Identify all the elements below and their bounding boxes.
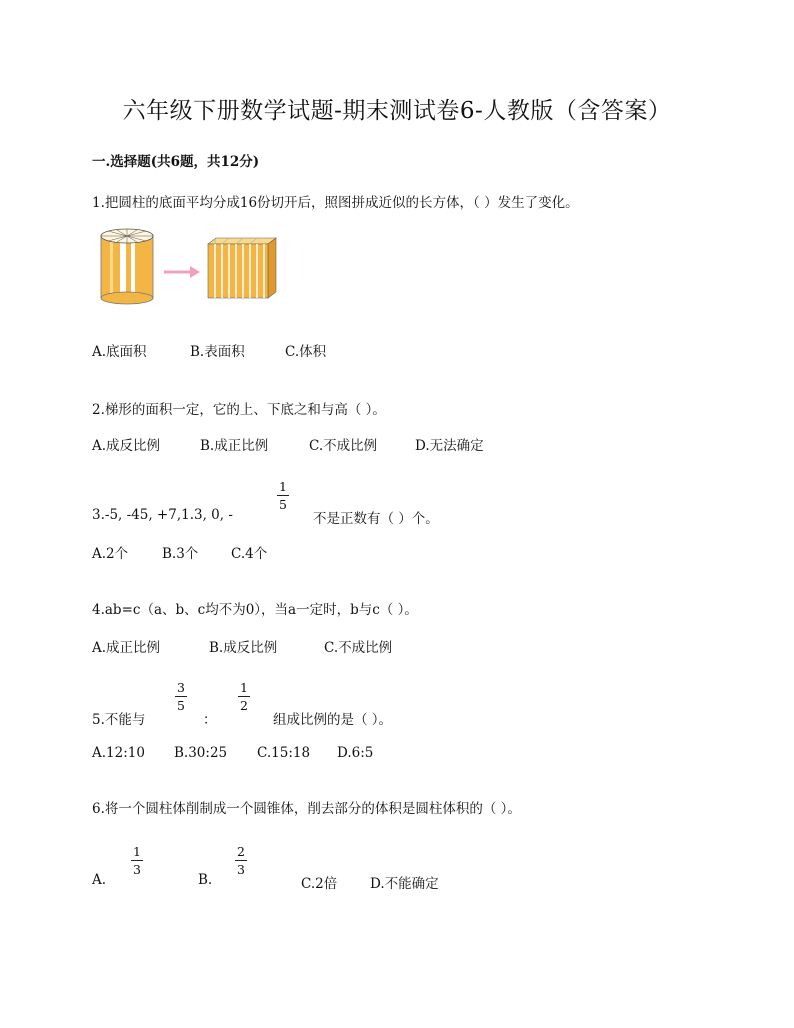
q2-option-c[interactable]: C.不成比例 — [309, 438, 378, 454]
question-1-text: 1.把圆柱的底面平均分成16份切开后，照图拼成近似的长方体，（ ）发生了变化。 — [92, 195, 579, 211]
q3-option-b[interactable]: B.3个 — [162, 546, 199, 562]
question-5-prefix: 5.不能与 — [92, 712, 146, 728]
fraction-numerator: 2 — [237, 844, 245, 859]
q1-option-a[interactable]: A.底面积 — [92, 344, 147, 360]
question-4-text: 4.ab=c（a、b、c均不为0），当a一定时，b与c（ ）。 — [92, 602, 418, 618]
q6-option-a[interactable]: A. — [92, 872, 107, 888]
q6-option-d[interactable]: D.不能确定 — [370, 876, 439, 892]
q1-option-c[interactable]: C.体积 — [285, 344, 327, 360]
fraction-numerator: 3 — [177, 680, 185, 695]
page-title: 六年级下册数学试题-期末测试卷6-人教版（含答案） — [122, 98, 672, 124]
question-6-text: 6.将一个圆柱体削制成一个圆锥体，削去部分的体积是圆柱体积的（ ）。 — [92, 801, 521, 817]
q4-option-b[interactable]: B.成反比例 — [209, 640, 278, 656]
question-2-text: 2.梯形的面积一定，它的上、下底之和与高（ ）。 — [92, 402, 386, 418]
q5-option-b[interactable]: B.30:25 — [174, 745, 228, 761]
q3-option-c[interactable]: C.4个 — [231, 546, 268, 562]
fraction-numerator: 1 — [133, 844, 141, 859]
fraction-bar — [175, 696, 187, 697]
q3-option-a[interactable]: A.2个 — [92, 546, 129, 562]
fraction-one-half — [237, 680, 251, 713]
cylinder-to-cuboid-figure — [98, 228, 283, 306]
fraction-bar — [238, 696, 250, 697]
cuboid-icon — [208, 238, 276, 298]
fraction-numerator: 1 — [279, 479, 287, 494]
cylinder-icon — [101, 229, 153, 304]
fraction-denominator: 5 — [279, 497, 287, 512]
section-heading: 一.选择题(共6题，共12分) — [92, 154, 260, 170]
fraction-numerator: 1 — [240, 680, 248, 695]
fraction-bar — [235, 860, 247, 861]
fraction-three-fifths — [174, 680, 188, 713]
fraction-denominator: 2 — [240, 698, 248, 713]
fraction-one-third — [130, 844, 144, 877]
q2-option-a[interactable]: A.成反比例 — [92, 438, 161, 454]
q5-option-d[interactable]: D.6:5 — [337, 745, 374, 761]
question-5-suffix: 组成比例的是（ ）。 — [273, 712, 393, 728]
q2-option-d[interactable]: D.无法确定 — [415, 438, 484, 454]
q5-option-a[interactable]: A.12:10 — [92, 745, 145, 761]
q6-option-c[interactable]: C.2倍 — [301, 876, 338, 892]
q1-option-b[interactable]: B.表面积 — [190, 344, 245, 360]
fraction-denominator: 3 — [237, 862, 245, 877]
fraction-bar — [131, 860, 143, 861]
q6-option-b[interactable]: B. — [198, 872, 213, 888]
question-3-suffix: 不是正数有（ ）个。 — [313, 511, 439, 527]
fraction-bar — [277, 495, 289, 496]
q4-option-c[interactable]: C.不成比例 — [324, 640, 393, 656]
q5-option-c[interactable]: C.15:18 — [257, 745, 311, 761]
fraction-one-fifth — [276, 479, 290, 512]
q4-option-a[interactable]: A.成正比例 — [92, 640, 161, 656]
arrow-icon — [164, 266, 200, 278]
question-3-prefix: 3.-5, -45, +7,1.3, 0, - — [92, 507, 233, 523]
fraction-denominator: 5 — [177, 698, 185, 713]
fraction-denominator: 3 — [133, 862, 141, 877]
q2-option-b[interactable]: B.成正比例 — [200, 438, 269, 454]
fraction-two-thirds — [234, 844, 248, 877]
ratio-colon: ： — [203, 712, 217, 728]
